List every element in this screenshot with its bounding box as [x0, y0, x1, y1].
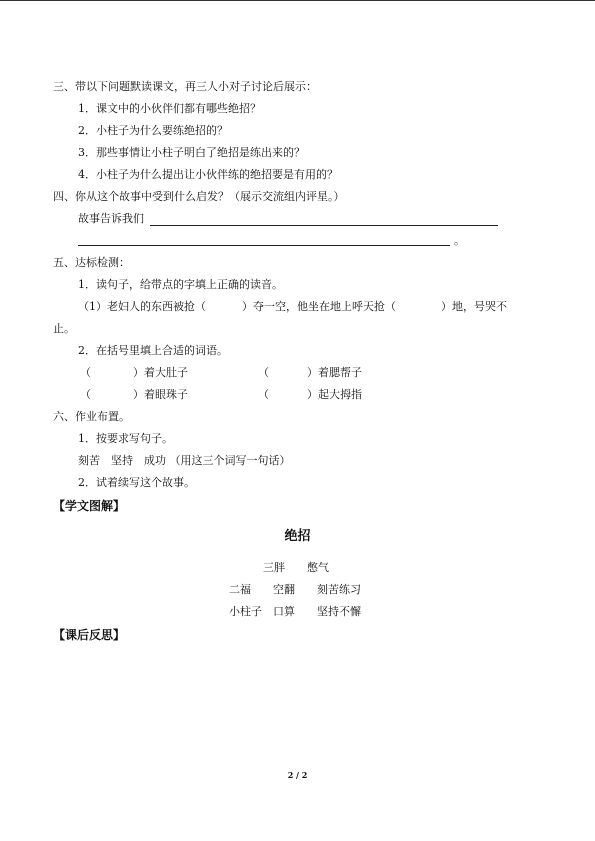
section6-item-2: 2．试着续写这个故事。 — [78, 476, 195, 489]
section3-heading: 三、带以下问题默读课文，再三人小对子讨论后展示： — [53, 80, 317, 93]
section5-item-2: 2．在括号里填上合适的词语。 — [78, 344, 228, 357]
sentence-end: 止。 — [53, 322, 75, 335]
answer-line-1[interactable] — [150, 225, 498, 226]
section6-words: 刻苦 坚持 成功 （用这三个词写一句话） — [78, 454, 291, 467]
section4-end-mark: 。 — [454, 234, 465, 247]
reflection-section-label: 【课后反思】 — [53, 628, 126, 642]
section5-heading: 五、达标检测： — [53, 256, 130, 269]
diagram-section-label: 【学文图解】 — [53, 499, 126, 513]
fill-phrase: ）起大拇指 — [307, 388, 362, 401]
diagram-row-2: 二福 空翻 刻苦练习 — [229, 583, 361, 596]
sentence-part-b: ）夺一空，他坐在地上呼天抢（ — [242, 300, 396, 313]
fill-open-paren: （ — [80, 388, 91, 401]
fill-phrase: ）着眼珠子 — [133, 388, 188, 401]
section5-item-1: 1．读句子，给带点的字填上正确的读音。 — [78, 278, 283, 291]
fill-open-paren: （ — [80, 366, 91, 379]
fill-open-paren: （ — [258, 388, 269, 401]
section3-question-2: 2．小柱子为什么要练绝招的？ — [78, 124, 228, 137]
fill-phrase: ）着腮帮子 — [307, 366, 362, 379]
section4-heading: 四、你从这个故事中受到什么启发？（展示交流组内评星。） — [53, 190, 345, 203]
section6-item-1: 1．按要求写句子。 — [78, 432, 173, 445]
section3-question-3: 3．那些事情让小柱子明白了绝招是练出来的？ — [78, 146, 305, 159]
fill-open-paren: （ — [258, 366, 269, 379]
section3-question-4: 4．小柱子为什么提出让小伙伴练的绝招要是有用的？ — [78, 168, 338, 181]
sentence-part-a: （1）老妇人的东西被抢（ — [78, 300, 206, 313]
section4-prompt: 故事告诉我们 — [78, 212, 144, 225]
diagram-row-1: 三胖 憋气 — [263, 561, 329, 574]
page-top-border — [0, 0, 595, 1]
diagram-row-3: 小柱子 口算 坚持不懈 — [229, 605, 361, 618]
diagram-title: 绝招 — [284, 529, 311, 544]
fill-phrase: ）着大肚子 — [133, 366, 188, 379]
sentence-part-c: ）地，号哭不 — [441, 300, 507, 313]
section3-question-1: 1．课文中的小伙伴们都有哪些绝招？ — [78, 102, 261, 115]
page-number: 2 / 2 — [287, 770, 308, 780]
answer-line-2[interactable] — [78, 245, 450, 246]
section6-heading: 六、作业布置。 — [53, 410, 130, 423]
